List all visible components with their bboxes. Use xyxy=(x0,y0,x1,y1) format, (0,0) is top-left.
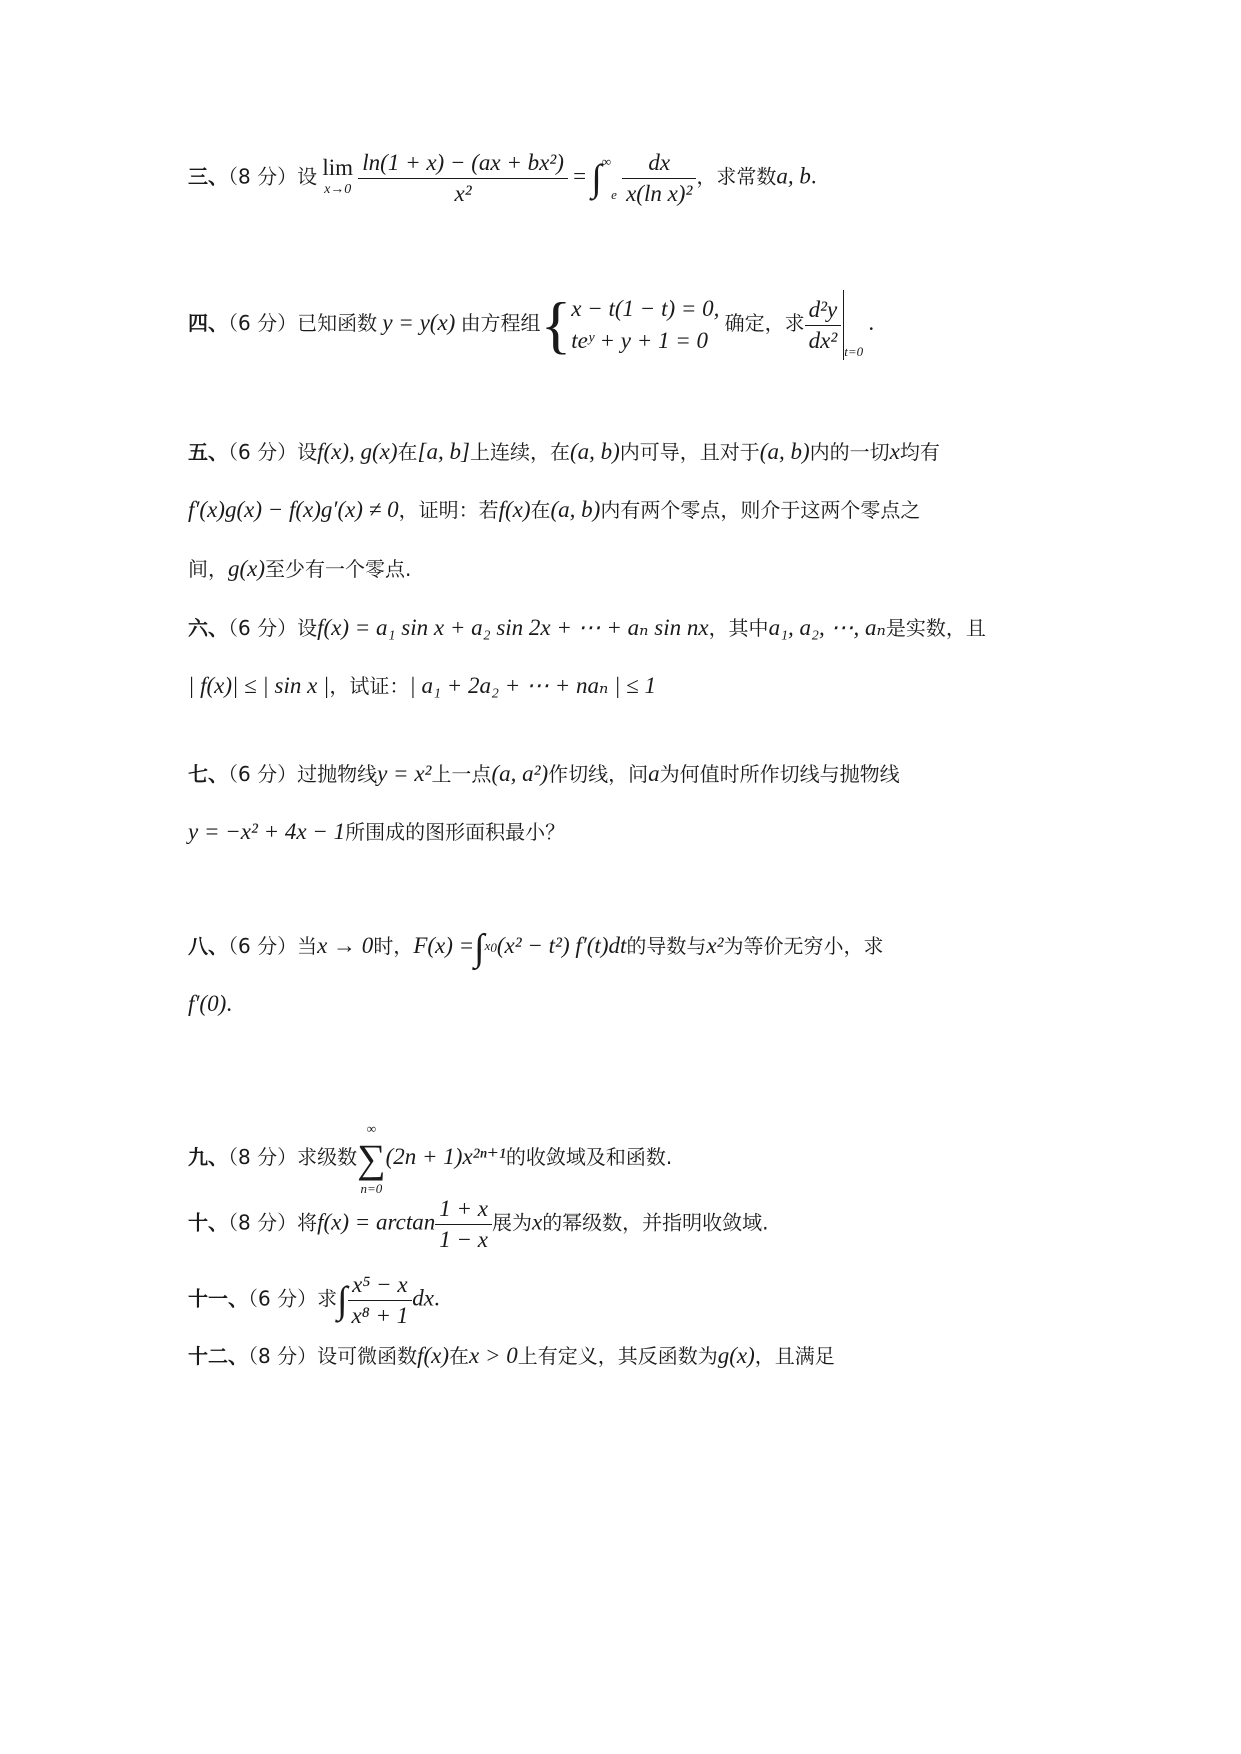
question-11 xyxy=(188,1270,440,1331)
math-expr: a₁, a₂, ⋯, aₙ xyxy=(768,615,886,640)
question-text: 设 xyxy=(297,616,318,640)
equation-system: x − t(1 − t) = 0, teʸ + y + 1 = 0 xyxy=(571,296,720,353)
math-expr: g(x) xyxy=(228,556,266,581)
math-expr: (a, a²) xyxy=(491,761,549,786)
equals-sign: = xyxy=(573,163,587,189)
math-expr: x xyxy=(531,1209,543,1235)
question-5-line-1 xyxy=(188,438,940,466)
question-text: 为等价无穷小，求 xyxy=(723,934,884,958)
question-score: （6 分） xyxy=(228,616,298,640)
question-score: （6 分） xyxy=(228,310,298,335)
question-text: 内可导，且对于 xyxy=(619,440,760,464)
math-expr: x² xyxy=(706,933,724,958)
math-expr: | a₁ + 2a₂ + ⋯ + naₙ | ≤ 1 xyxy=(409,673,657,698)
question-score: （6 分） xyxy=(228,762,298,786)
limit-operator: lim x→0 xyxy=(322,154,354,197)
integral-upper: ∞ xyxy=(601,154,612,169)
question-score: （8 分） xyxy=(248,1344,318,1368)
question-score: （6 分） xyxy=(228,440,298,464)
left-brace: { xyxy=(540,289,572,360)
question-text: 上有定义，其反函数为 xyxy=(517,1344,718,1368)
question-text: 是实数，且 xyxy=(885,616,986,640)
arctan-fraction: $\frac{1 + x}{1 - x}$ xyxy=(435,1194,492,1255)
question-score: （8 分） xyxy=(228,1210,298,1235)
question-number: 十二、 xyxy=(188,1344,248,1368)
question-text: 求级数 xyxy=(297,1144,358,1169)
question-text: 所围成的图形面积最小？ xyxy=(345,820,566,844)
question-8-line-2 xyxy=(188,990,232,1018)
integral-sign: ∫ xyxy=(337,1279,348,1322)
question-text: 过抛物线 xyxy=(297,762,378,786)
question-number: 八、 xyxy=(188,934,228,958)
question-score: （8 分） xyxy=(228,1144,298,1169)
math-expr: [a, b] xyxy=(417,439,470,464)
math-expr: F(x) = xyxy=(413,933,475,958)
question-text: 当 xyxy=(297,934,318,958)
question-text: 作切线，问 xyxy=(548,762,649,786)
integral-fraction: $\frac{dx}{\text{x(ln x)²}}$ xyxy=(622,148,696,209)
question-number: 十一、 xyxy=(188,1286,248,1311)
question-8-line-1 xyxy=(188,927,884,970)
question-4 xyxy=(188,290,874,366)
math-expr: g(x) xyxy=(717,1343,755,1368)
question-text: 的导数与 xyxy=(626,934,707,958)
integrand-fraction: $\frac{\text{x⁵ − x}}{\text{x⁸ + 1}}$ xyxy=(348,1270,413,1331)
math-expr: f(x), g(x) xyxy=(317,439,398,464)
math-expr: (a, b) xyxy=(550,497,601,522)
question-text: 为何值时所作切线与抛物线 xyxy=(659,762,900,786)
question-text: 内有两个零点，则介于这两个零点之 xyxy=(600,498,921,522)
question-number: 九、 xyxy=(188,1144,228,1169)
second-derivative: $\frac{\text{d²y}}{\text{dx²}}$ xyxy=(805,295,842,356)
limit-fraction: $\frac{\text{ln(1 + x) − (ax + bx²)}}{\text{x²}}$ xyxy=(358,148,568,209)
question-number: 六、 xyxy=(188,616,228,640)
question-text: 将 xyxy=(297,1210,318,1235)
question-number: 七、 xyxy=(188,762,228,786)
math-expr: (a, b) xyxy=(569,439,620,464)
question-text: ，试证： xyxy=(329,674,410,698)
integral-sign: ∫ xyxy=(591,157,602,200)
period: . xyxy=(433,1285,440,1311)
question-text: 至少有一个零点. xyxy=(265,557,412,581)
question-9 xyxy=(188,1120,672,1198)
question-text: 上连续，在 xyxy=(469,440,570,464)
math-expr: f(x) xyxy=(417,1343,450,1368)
integral-lower: e xyxy=(611,187,617,202)
question-6-line-1 xyxy=(188,614,986,642)
function-def: y = y(x) xyxy=(382,309,456,335)
question-number: 三、 xyxy=(188,164,228,189)
math-expr: f(x) xyxy=(498,497,531,522)
math-expr: f′(x)g(x) − f(x)g′(x) ≠ 0 xyxy=(188,497,399,522)
question-text: 已知函数 xyxy=(297,310,378,335)
question-score: （6 分） xyxy=(228,934,298,958)
integral-lower: 0 xyxy=(490,940,497,956)
math-expr: x xyxy=(889,439,900,464)
math-expr: f(x) = arctan xyxy=(317,1209,436,1235)
summation-sign: ∞ ∑ n=0 xyxy=(357,1121,386,1196)
math-expr: y = −x² + 4x − 1 xyxy=(188,819,346,844)
question-text: ，且满足 xyxy=(754,1344,835,1368)
question-5-line-2 xyxy=(188,496,920,524)
question-text: ，求常数 xyxy=(696,164,777,189)
question-6-line-2 xyxy=(188,672,656,700)
question-text: 在 xyxy=(530,498,551,522)
question-text: ，其中 xyxy=(708,616,769,640)
question-12 xyxy=(188,1342,835,1370)
question-text: 时， xyxy=(373,934,414,958)
question-7-line-1 xyxy=(188,760,900,788)
question-text: 在 xyxy=(449,1344,470,1368)
period: . xyxy=(226,991,232,1016)
question-text: 设可微函数 xyxy=(317,1344,418,1368)
question-3 xyxy=(188,148,817,209)
math-expr: dx xyxy=(412,1285,434,1311)
question-text: 在 xyxy=(397,440,418,464)
question-number: 四、 xyxy=(188,310,228,335)
math-expr: a xyxy=(648,761,660,786)
question-text: 间， xyxy=(188,557,228,581)
question-10 xyxy=(188,1194,769,1255)
evaluation-point: t=0 xyxy=(844,343,864,359)
math-expr: (x² − t²) f′(t)dt xyxy=(496,933,627,958)
math-expr: f(x) = a₁ sin x + a₂ sin 2x + ⋯ + aₙ sin nx xyxy=(317,615,709,640)
question-7-line-2 xyxy=(188,818,565,846)
question-text: 展为 xyxy=(491,1210,532,1235)
constants: a, b xyxy=(776,163,811,189)
question-text: 内的一切 xyxy=(809,440,890,464)
question-text: 由方程组 xyxy=(460,310,541,335)
math-expr: x > 0 xyxy=(469,1343,518,1368)
period: . xyxy=(868,309,875,335)
period: . xyxy=(810,163,817,189)
integral-sign: ∫ xyxy=(474,927,485,970)
question-score: （8 分） xyxy=(228,164,298,189)
question-5-line-3 xyxy=(188,555,411,583)
question-text: 的幂级数，并指明收敛域. xyxy=(542,1210,769,1235)
math-expr: (a, b) xyxy=(759,439,810,464)
math-expr: y = x² xyxy=(377,761,432,786)
question-text: 确定，求 xyxy=(724,310,805,335)
math-expr: | f(x)| ≤ | sin x | xyxy=(188,673,330,698)
question-text: 的收敛域及和函数. xyxy=(505,1144,673,1169)
question-text: 设 xyxy=(297,164,318,189)
question-text: ，证明：若 xyxy=(398,498,499,522)
question-number: 五、 xyxy=(188,440,228,464)
question-score: （6 分） xyxy=(248,1286,318,1311)
question-text: 上一点 xyxy=(431,762,492,786)
integral-upper: x xyxy=(484,938,491,953)
question-number: 十、 xyxy=(188,1210,228,1235)
question-text: 均有 xyxy=(899,440,940,464)
math-expr: (2n + 1)x²ⁿ⁺¹ xyxy=(385,1143,506,1169)
question-text: 设 xyxy=(297,440,318,464)
math-expr: f′(0) xyxy=(188,991,227,1016)
math-expr: x → 0 xyxy=(317,933,374,958)
question-text: 求 xyxy=(317,1286,338,1311)
